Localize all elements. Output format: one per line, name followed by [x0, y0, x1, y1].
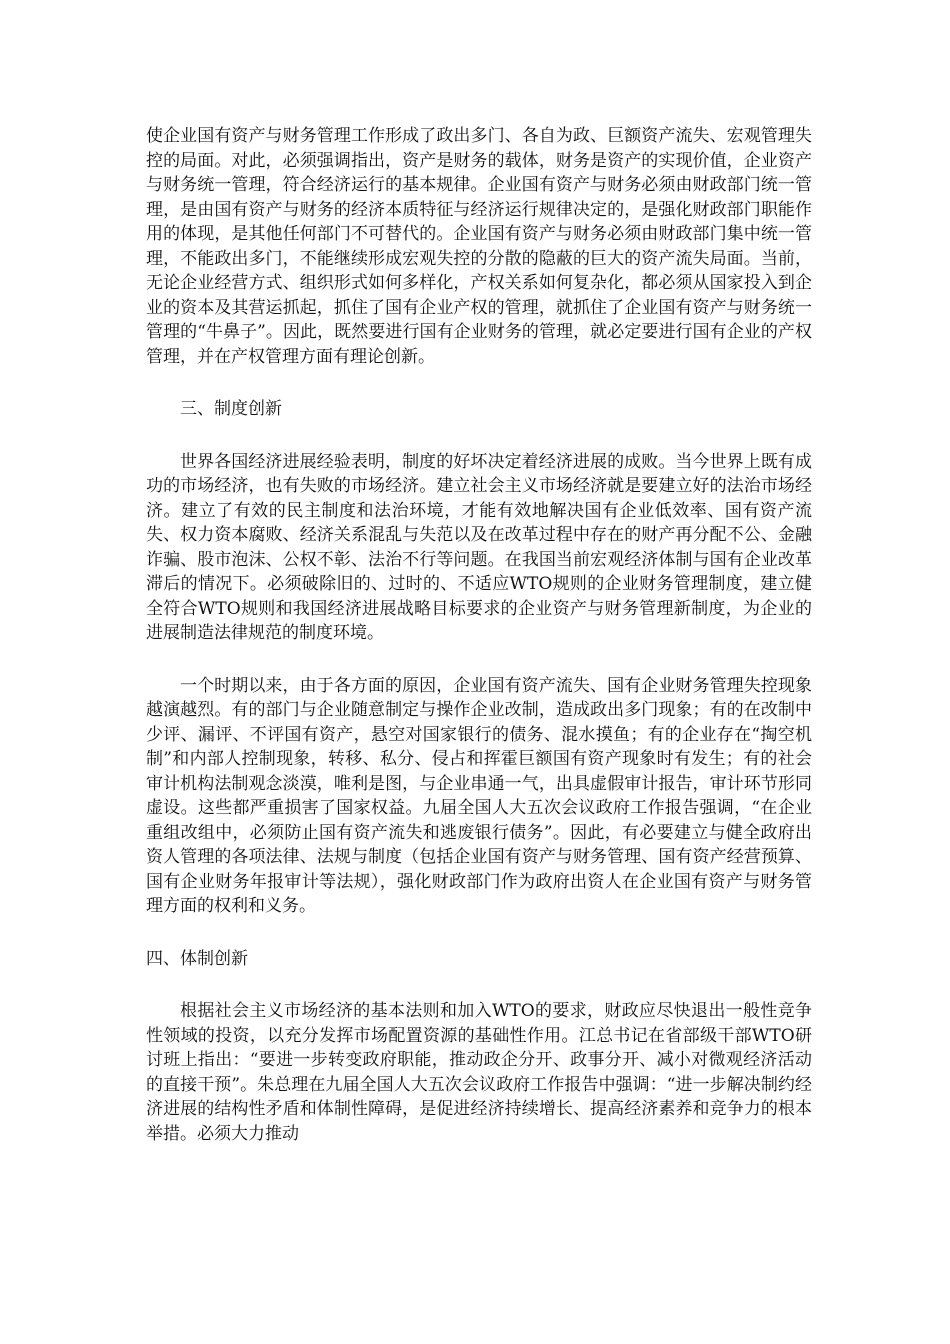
- paragraph-institutional-experience: 世界各国经济进展经验表明，制度的好坏决定着经济进展的成败。当今世界上既有成功的市场经济，也有失败的市场经济。建立社会主义市场经济就是要建立好的法治市场经济。建立了有效的民主制度和法治环境，才能有效地解决国有企业低效率、国有资产流失、权力资本腐败、经济关系混乱与失范以及在改革过程中存在的财产再分配不公、金融诈骗、股市泡沫、公权不彰、法治不行等问题。在我国当前宏观经济体制与国有企业改革滞后的情况下。必须破除旧的、过时的、不适应WTO规则的企业财务管理制度，建立健全符合WTO规则和我国经济进展战略目标要求的企业资产与财务管理新制度，为企业的进展制造法律规范的制度环境。: [146, 451, 812, 643]
- paragraph-asset-management: 使企业国有资产与财务管理工作形成了政出多门、各自为政、巨额资产流失、宏观管理失控的局面。对此，必须强调指出，资产是财务的载体，财务是资产的实现价值，企业资产与财务统一管理，符合经济运行的基本规律。企业国有资产与财务必须由财政部门统一管理，是由国有资产与财务的经济本质特征与经济运行规律决定的，是强化财政部门职能作用的体现，是其他任何部门不可替代的。企业国有资产与财务必须由财政部门集中统一管理，不能政出多门，不能继续形成宏观失控的分散的隐蔽的巨大的资产流失局面。当前，无论企业经营方式、组织形式如何多样化，产权关系如何复杂化，都必须从国家投入到企业的资本及其营运抓起，抓住了国有企业产权的管理，就抓住了企业国有资产与财务统一管理的“牛鼻子”。因此，既然要进行国有企业财务的管理，就必定要进行国有企业的产权管理，并在产权管理方面有理论创新。: [146, 126, 812, 367]
- document-body: [146, 124, 812, 1146]
- paragraph-asset-loss: 一个时期以来，由于各方面的原因，企业国有资产流失、国有企业财务管理失控现象越演越烈。有的部门与企业随意制定与操作企业改制，造成政出多门现象；有的在改制中少评、漏评、不评国有资产，悬空对国家银行的债务、混水摸鱼；有的企业存在“掏空机制”和内部人控制现象，转移、私分、侵占和挥霍巨额国有资产现象时有发生；有的社会审计机构法制观念淡漠，唯利是图，与企业串通一气，出具虚假审计报告，审计环节形同虚设。这些都严重损害了国家权益。九届全国人大五次会议政府工作报告强调，“在企业重组改组中，必须防止国有资产流失和逃废银行债务”。因此，有必要建立与健全政府出资人管理的各项法律、法规与制度（包括企业国有资产与财务管理、国有资产经营预算、国有企业财务年报审计等法规），强化财政部门作为政府出资人在企业国有资产与财务管理方面的权利和义务。: [146, 675, 812, 916]
- section-heading-institutional-innovation: 三、制度创新: [180, 399, 282, 419]
- paragraph-market-economy: 根据社会主义市场经济的基本法则和加入WTO的要求，财政应尽快退出一般性竞争性领域的投资，以充分发挥市场配置资源的基础性作用。江总书记在省部级干部WTO研讨班上指出：“要进一步转变政府职能，推动政企分开、政事分开、减小对微观经济活动的直接干预”。朱总理在九届全国人大五次会议政府工作报告中强调：“进一步解决制约经济进展的结构性矛盾和体制性障碍，是促进经济持续增长、提高经济素养和竞争力的根本举措。必须大力推动: [146, 1001, 812, 1144]
- section-heading-system-innovation: 四、体制创新: [146, 948, 248, 969]
